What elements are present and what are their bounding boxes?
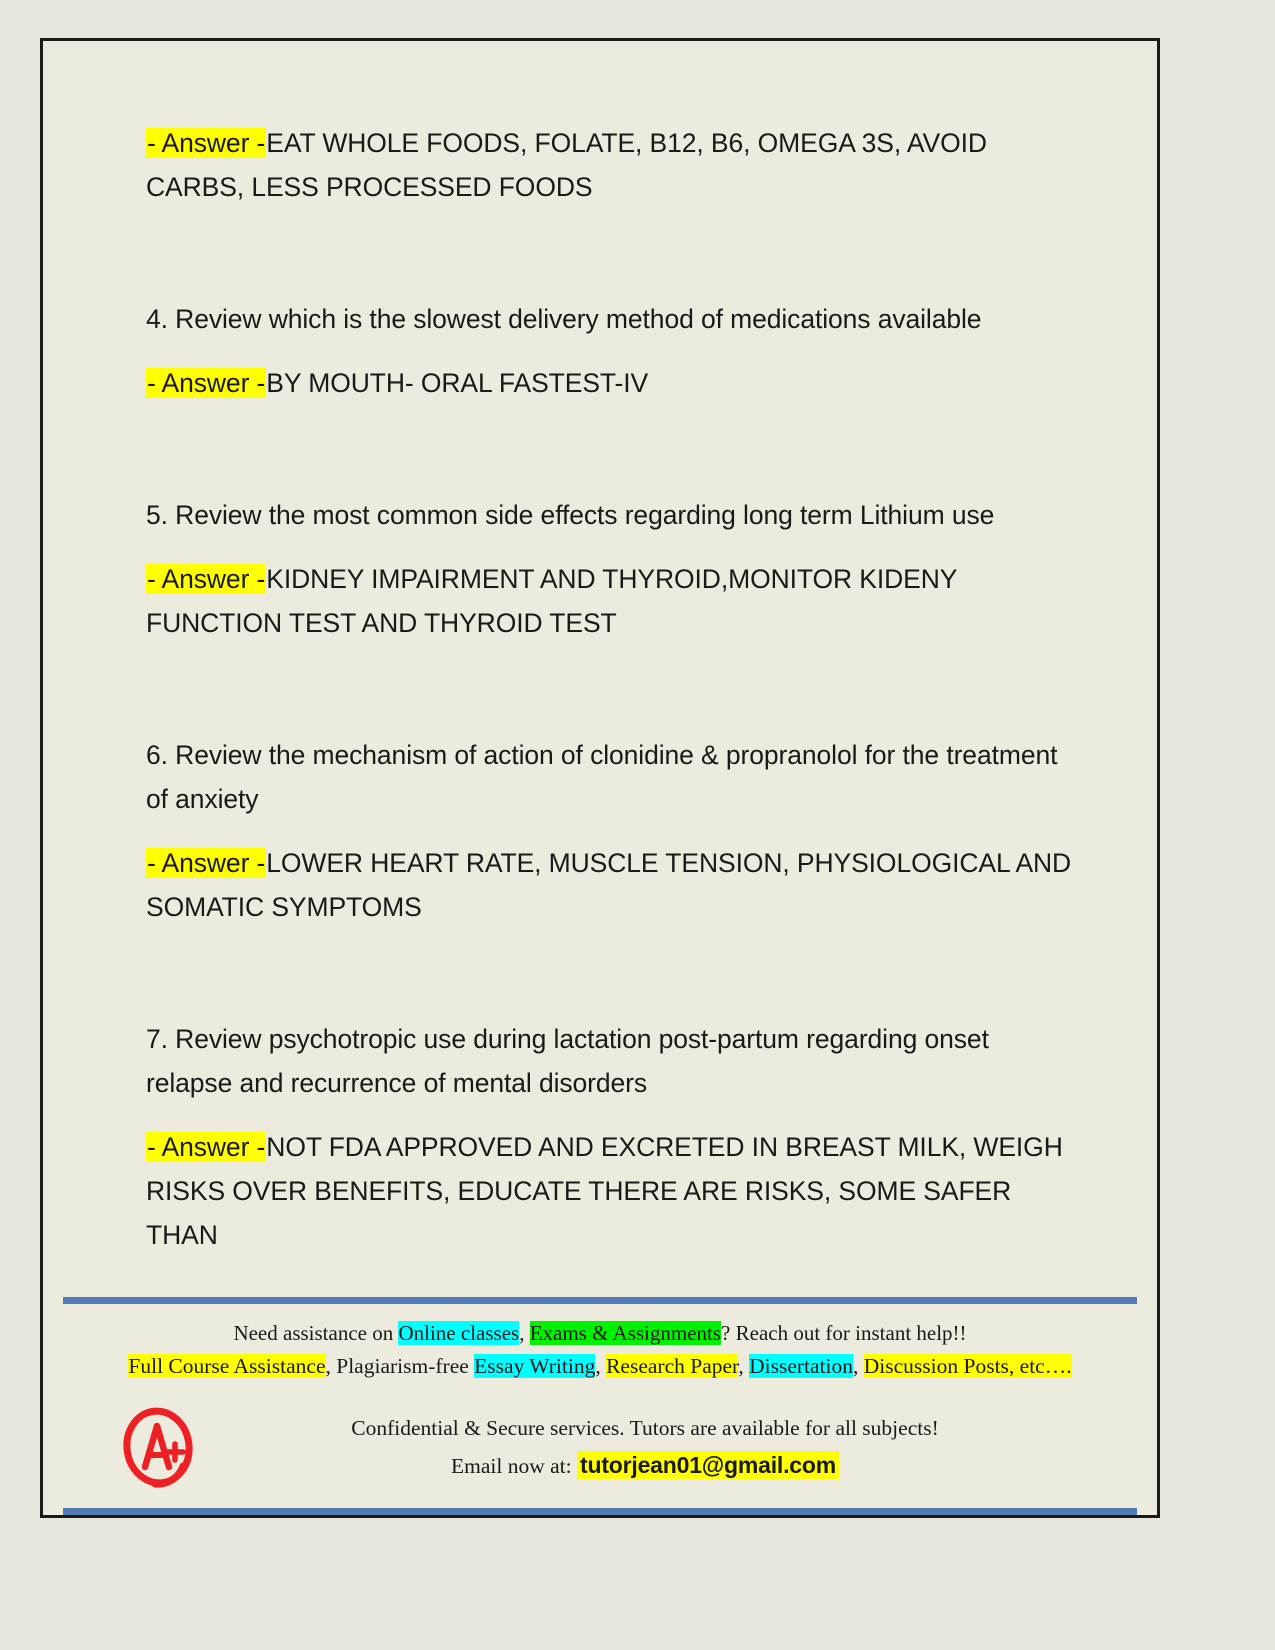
answer-text: LOWER HEART RATE, MUSCLE TENSION, PHYSIOLOGICAL AND SOMATIC SYMPTOMS	[146, 848, 1072, 922]
question-text: 4. Review which is the slowest delivery method of medications available	[146, 304, 982, 334]
answer-block-3	[146, 121, 1076, 209]
ad-confidential-text: Confidential & Secure services. Tutors are available for all subjects!	[351, 1415, 939, 1440]
question-block-5	[146, 493, 1076, 537]
a-plus-logo	[103, 1404, 213, 1490]
ad-bottom-row	[43, 1404, 1157, 1490]
question-text: 7. Review psychotropic use during lactation post-partum regarding onset relapse and recurrence of mental disorders	[146, 1024, 989, 1098]
spacer	[146, 1105, 1076, 1125]
ad-line1-part2: ,	[519, 1321, 530, 1345]
answer-tag: - Answer -	[147, 128, 266, 158]
document-content	[146, 121, 1076, 1257]
question-text: 6. Review the mechanism of action of clonidine & propranolol for the treatment of anxiety	[146, 740, 1058, 814]
ad-line1-part3: ? Reach out for instant help!!	[721, 1321, 967, 1345]
spacer	[146, 209, 1076, 297]
answer-tag: - Answer -	[147, 368, 266, 398]
spacer	[146, 645, 1076, 733]
ad-line-2	[43, 1350, 1157, 1382]
ad-email-label: Email now at:	[451, 1453, 572, 1478]
answer-tag: - Answer -	[147, 564, 266, 594]
ad-contact-texts	[213, 1412, 1157, 1483]
answer-tag: - Answer -	[147, 848, 266, 878]
ad-highlight-full-course-assistance: Full Course Assistance	[128, 1354, 326, 1378]
ad-highlight-exams-assignments: Exams & Assignments	[529, 1321, 722, 1345]
answer-block-6	[146, 841, 1076, 929]
document-frame	[40, 38, 1160, 1518]
spacer	[146, 821, 1076, 841]
answer-text: BY MOUTH- ORAL FASTEST-IV	[266, 368, 649, 398]
ad-line2-part1: , Plagiarism-free	[325, 1354, 475, 1378]
question-block-4	[146, 297, 1076, 341]
footer-advertisement	[43, 1297, 1157, 1515]
answer-block-5	[146, 557, 1076, 645]
ad-line2-part2: ,	[595, 1354, 607, 1378]
ad-line2-part3: ,	[738, 1354, 750, 1378]
ad-highlight-discussion-posts: Discussion Posts, etc….	[863, 1354, 1072, 1378]
ad-email-address[interactable]: tutorjean01@gmail.com	[577, 1451, 839, 1479]
spacer	[146, 341, 1076, 361]
ad-line1-part1: Need assistance on	[233, 1321, 399, 1345]
ad-highlight-online-classes: Online classes	[398, 1321, 520, 1345]
answer-tag: - Answer -	[147, 1132, 266, 1162]
ad-highlight-essay-writing: Essay Writing	[474, 1354, 596, 1378]
question-block-6	[146, 733, 1076, 821]
ad-line-1	[43, 1318, 1157, 1348]
answer-text: NOT FDA APPROVED AND EXCRETED IN BREAST MILK, WEIGH RISKS OVER BENEFITS, EDUCATE THERE ARE RISKS, SOME SAFER THAN	[146, 1132, 1063, 1250]
answer-block-7	[146, 1125, 1076, 1257]
answer-text: EAT WHOLE FOODS, FOLATE, B12, B6, OMEGA 3S, AVOID CARBS, LESS PROCESSED FOODS	[146, 128, 987, 202]
ad-line2-part4: ,	[853, 1354, 864, 1378]
spacer	[146, 405, 1076, 493]
a-plus-icon	[119, 1404, 197, 1490]
spacer	[146, 537, 1076, 557]
ad-highlight-dissertation: Dissertation	[749, 1354, 853, 1378]
divider-bottom	[63, 1508, 1137, 1515]
ad-email-row	[213, 1448, 1077, 1483]
question-block-7	[146, 1017, 1076, 1105]
ad-body	[43, 1318, 1157, 1490]
spacer	[146, 929, 1076, 1017]
question-text: 5. Review the most common side effects regarding long term Lithium use	[146, 500, 995, 530]
ad-highlight-research-paper: Research Paper	[606, 1354, 739, 1378]
answer-text: KIDNEY IMPAIRMENT AND THYROID,MONITOR KIDENY FUNCTION TEST AND THYROID TEST	[146, 564, 957, 638]
answer-block-4	[146, 361, 1076, 405]
divider-top	[63, 1297, 1137, 1304]
